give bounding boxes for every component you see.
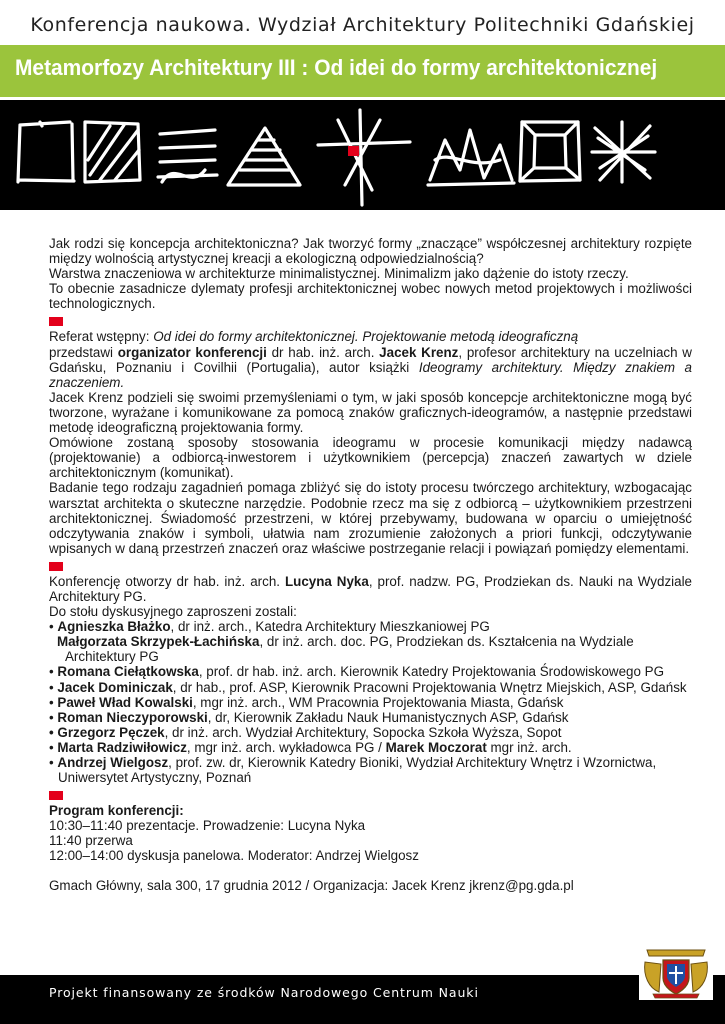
ideogram-sketches — [0, 100, 725, 210]
lecture-para-4: Badanie tego rodzaju zagadnień pomaga zbliżyć się do istoty procesu twórczego architektury, wzbogacając warsztat architekta o skuteczne narzędzie. Podobnie rzecz ma się z odbiorcą – użytkownikiem przestrzeni architektonicznej. Świadomość przestrzeni, w której przebywamy, budowana w oparciu o umiejętność odczytywania znaków i symboli, ułatwia nam zrozumienie założonych a priori funkcji, odczytywanie wpisanych w daną przestrzeń znaczeń oraz właściwe postrzeganie relacji i powiązań pomiędzy elementami. — [49, 480, 692, 556]
list-item: • Agnieszka Błażko, dr inż. arch., Katedra Architektury Mieszkaniowej PG — [49, 619, 490, 635]
panel-list — [49, 619, 692, 785]
program-heading: Program konferencji: — [49, 803, 184, 819]
lecture-speaker: przedstawi organizator konferencji dr hab. inż. arch. Jacek Krenz, profesor architektury na uczelniach w Gdańsku, Poznaniu i Covilhii (Portugalia), autor książki Ideogramy architektury. Między znakiem a znaczeniem. — [49, 344, 693, 390]
announcement-body — [49, 236, 692, 893]
lecture-para-3: Omówione zostaną sposoby stosowania ideogramu w procesie komunikacji między nadawcą (projektowanie) a odbiorcą-inwestorem i użytkownikiem (percepcja) znaczeń zawartych w dziele architektonicznym (komunikat). — [49, 435, 692, 481]
list-item: • Grzegorz Pęczek, dr inż. arch. Wydział Architektury, Sopocka Szkoła Wyższa, Sopot — [49, 724, 562, 740]
book-title: Ideogramy architektury. Między znakiem a znaczeniem. — [49, 359, 693, 390]
lecture-title: Od idei do formy architektonicznej. Projektowanie metodą ideograficzną — [153, 329, 579, 345]
university-crest-icon — [639, 942, 713, 1000]
venue-line: Gmach Główny, sala 300, 17 grudnia 2012 / Organizacja: Jacek Krenz jkrenz@pg.gda.pl — [49, 877, 574, 893]
invited-line: Do stołu dyskusyjnego zaproszeni zostali: — [49, 604, 297, 620]
list-item: • Romana Ciełątkowska, prof. dr hab. inż. arch. Kierownik Katedry Projektowania Środowiskowego PG — [49, 664, 665, 680]
intro-para-1: Jak rodzi się koncepcja architektoniczna? Jak tworzyć formy „znaczące” współczesnej architektury rozpięte między wolnością artystycznej kreacji a ekologiczną odpowiedzialnością? — [49, 236, 692, 267]
list-item: • Andrzej Wielgosz, prof. zw. dr, Kierownik Katedry Bioniki, Wydział Architektury Wnętrz i Wzornictwa, Uniwersytet Artystyczny, Poznań — [49, 755, 657, 786]
list-item: Małgorzata Skrzypek-Łachińska, dr inż. arch. doc. PG, Prodziekan ds. Kształcenia na Wydziale Architektury PG — [57, 634, 634, 665]
title-banner — [0, 45, 725, 97]
program-item: 10:30–11:40 prezentacje. Prowadzenie: Lucyna Nyka — [49, 818, 366, 834]
lecture-lead: Referat wstępny: Od idei do formy architektonicznej. Projektowanie metodą ideograficzną — [49, 329, 579, 345]
footer-bar — [0, 975, 725, 1024]
conference-title: Metamorfozy Architektury III : Od idei do formy architektonicznej — [15, 55, 658, 80]
ideogram-sketch-strip — [0, 100, 725, 210]
opening-para: Konferencję otworzy dr hab. inż. arch. Lucyna Nyka, prof. nadzw. PG, Prodziekan ds. Nauki na Wydziale Architektury PG. — [49, 573, 692, 604]
program-item: 12:00–14:00 dyskusja panelowa. Moderator: Andrzej Wielgosz — [49, 848, 419, 864]
speaker-name: Jacek Krenz — [379, 344, 459, 360]
program-item: 11:40 przerwa — [49, 833, 133, 849]
red-accent-square — [348, 146, 359, 156]
funding-note: Projekt finansowany ze środków Narodowego Centrum Nauki — [49, 985, 479, 1000]
red-section-marker — [49, 317, 63, 326]
lecture-para-2: Jacek Krenz podzieli się swoimi przemyśleniami o tym, w jaki sposób koncepcje architektoniczne mogą być tworzone, wyrażane i komunikowane za pomocą znaków graficznych-ideogramów, a następnie przedstawi metodę ideograficzną projektowania formy. — [49, 389, 692, 436]
red-section-marker — [49, 562, 63, 571]
list-item: • Marta Radziwiłowicz, mgr inż. arch. wykładowca PG / Marek Moczorat mgr inż. arch. — [49, 739, 572, 755]
list-item: • Roman Nieczyporowski, dr, Kierownik Zakładu Nauk Humanistycznych ASP, Gdańsk — [49, 709, 569, 725]
intro-para-2: Warstwa znaczeniowa w architekturze minimalistycznej. Minimalizm jako dążenie do istoty rzeczy. — [49, 266, 629, 282]
red-section-marker — [49, 791, 63, 800]
list-item: • Paweł Wład Kowalski, mgr inż. arch., WM Pracownia Projektowania Miasta, Gdańsk — [49, 694, 564, 710]
list-item: • Jacek Dominiczak, dr hab., prof. ASP, Kierownik Pracowni Projektowania Wnętrz Miejskich, ASP, Gdańsk — [49, 679, 687, 695]
intro-para-3: To obecnie zasadnicze dylematy profesji architektonicznej wobec nowych metod projektowych i możliwości technologicznych. — [49, 281, 692, 312]
conference-header: Konferencja naukowa. Wydział Architektury Politechniki Gdańskiej — [30, 14, 695, 36]
